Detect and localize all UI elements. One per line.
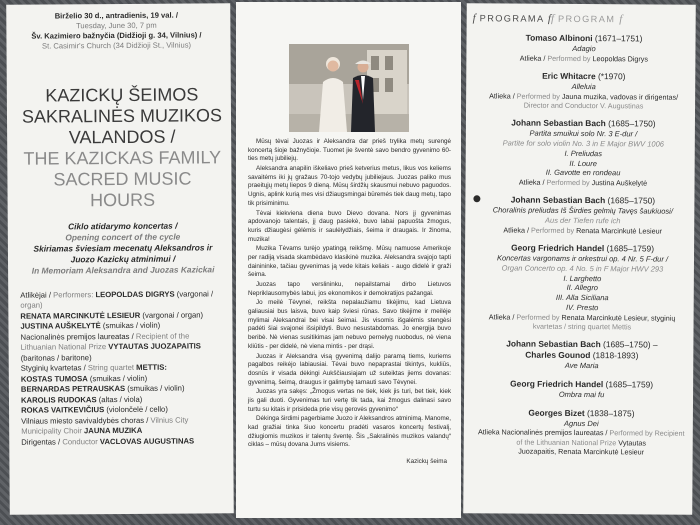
letter-paragraph: Muzika Tėvams turėjo ypatingą reikšmę. Mūsų namuose Amerikoje per radiją visada skambėdavo klasikinė muzika. Aleksandra svajojo tapti dainininke, tačiau gyvenimas ją vede kitais keliais - augo didelė ir graži šeima.: [248, 245, 451, 279]
place-en: St. Casimir's Church (34 Didžioji St., Vilnius): [41, 40, 192, 51]
opening-lt: Ciklo atidarymo koncertas /: [68, 220, 178, 232]
letter-paragraph: Aleksandra anapilin iškeliavo prieš ketverius metus, likus vos keliems savaitėms iki jų gražaus 70-tojo vedybų jubiliejaus. Juozas paliko mus praeitųjų metų liepos 9 dieną. Mūsų širdžių skausmui nebuvo paguodos. Ugnis, aplink kurią mes visi džiaugsmingai būremės tiek daug metų, tapo tik prisiminimu.: [248, 165, 451, 207]
program-item: Johann Sebastian Bach (1685–1750) – Charles Gounod (1818-1893) Ave Maria: [506, 338, 658, 371]
performer-line: ROKAS VAITKEVIČIUS (violončelė / cello): [21, 404, 168, 415]
title-lt-3: VALANDOS /: [68, 126, 176, 148]
performer-line: KOSTAS TUMOSA (smuikas / violin): [20, 373, 148, 384]
letter-paragraph: Jo meilė Tėvynei, reikšta nepalaužiamu tikėjimu, kad Lietuva galiausiai bus laisva, buvo kaip šviesi rūnas. Savo tikėjime ir meilėje mylimai Aleksandrai bei visai šeimai. Jis visomis išgalėmis stengėsi padėti šiai svajonei išsipildyti. Buvo nesustabdomas. Jo energija buvo beribė. Nė vienas susitikimas jam nebuvo pernelyg nuobodus, nė viena kliūtis - per didelė, nė viena mintis - per drąsi.: [248, 299, 451, 350]
letter-paragraph: Mūsų tėvai Juozas ir Aleksandra dar prieš trylika metų surengė koncertą šioje bažnyčioje. Tuomet jie šventė savo bendro gyvenimo 60-ties metų jubiliejų.: [248, 138, 451, 163]
opening-dedication: [24, 221, 222, 277]
title-en-2: SACRED MUSIC HOURS: [53, 168, 192, 211]
letter-signature: Kazickų šeima: [406, 458, 447, 466]
performer-line: JUSTINA AUŠKELYTĖ (smuikas / violin): [20, 321, 161, 332]
title-lt-1: KAZICKŲ ŠEIMOS: [45, 84, 199, 106]
program-panel: [463, 3, 696, 515]
program-item: Georges Bizet (1838–1875) Agnus Dei Atlieka Nacionalinės premijos laureatas / Performed by Recipient of the Lithuanian National Prize Vytautas Juozapaitis, Renata Marcinkutė Lesieur: [477, 407, 685, 457]
program-heading: f PROGRAMA ff PROGRAM f: [472, 12, 623, 26]
performer-line: Nacionalinės premijos laureatas / Recipient of the Lithuanian National Prize VYTAUTAS JUOZAPAITIS: [20, 331, 201, 352]
performer-line: (baritonas / baritone): [20, 352, 92, 363]
performers-list: [20, 289, 225, 447]
letter-paragraph: Tėvai kiekviena diena buvo Dievo dovana. Nors jį gyvenimas apdovanojo talentais, jį daug pasiekė, buvo labai papuošta žmogus, kuris džiaugėsi gėlėmis ir saulėlydžiais, šeima ir draugais. Ir žinoma, muzika!: [248, 209, 451, 243]
letter-panel: [236, 2, 461, 518]
program-item: Johann Sebastian Bach (1685–1750) Choralinis preliudas Iš Širdies gelmių Tavęs šaukiuosi/ Aus der Tiefen rufe ich Atlieka / Performed by Renata Marcinkutė Lesieur: [492, 194, 673, 236]
performer-line: Atlikėjai / Performers: LEOPOLDAS DIGRYS (vargonai / organ): [20, 289, 214, 311]
performer-line: KAROLIS RUDOKAS (altas / viola): [20, 394, 143, 405]
letter-paragraph: Juozas yra sakęs: „Žmogus vertas ne tiek, kiek jis turi, bet tiek, kiek jis gali duoti. Gyvenimas turi vertę tik tada, kai žmogus dalinasi savo turtu su kitais ir prisideda prie visų gerovės gyvenimo“: [248, 388, 451, 413]
performer-line: Dirigentas / Conductor VACLOVAS AUGUSTINAS: [21, 436, 195, 447]
letter-paragraph: Juozas tapo verslininku, nepailstamai dirbo Lietuvos Nepriklausomybės labui, jos ekonomikos ir demokratijos pažangai.: [248, 281, 451, 297]
opening-en: Opening concert of the cycle: [65, 231, 181, 243]
dedication-lt: Skiriamas šviesiam mecenatų Aleksandros ir Juozo Kazickų atminimui /: [33, 242, 213, 265]
staple-hole: [473, 195, 480, 202]
performer-line: RENATA MARCINKUTĖ LESIEUR (vargonai / organ): [20, 310, 204, 321]
letter-paragraph: Dėkinga širdimi pagerbiame Juozo ir Aleksandros atminimą. Manome, kad gražiai tinka šiuo koncertu pradėti vasaros koncertų festivalį, džiugiomis muzikos ir talentų šventę. Šis „Sakralinės muzikos valandų“ ciklas – mūsų dovana Jums visiems.: [248, 415, 451, 449]
date-lt: Birželio 30 d., antradienis, 19 val. /: [54, 10, 178, 21]
program-item: Johann Sebastian Bach (1685–1750) Partita smuikui solo Nr. 3 E-dur / Partite for solo violin No. 3 in E Major BWV 1006 I. Preliudas II. Loure II. Gavotte en rondeau Atlieka / Performed by Justina Auškelytė: [502, 117, 664, 188]
cover-panel: [6, 3, 234, 515]
performer-line: Vilniaus miesto savivaldybės choras / Vilnius City Municipality Choir JAUNA MUZIKA: [21, 415, 189, 436]
performer-line: Styginių kvartetas / String quartet METTIS:: [20, 362, 167, 373]
program-item: Tomaso Albinoni (1671–1751) Adagio Atlieka / Performed by Leopoldas Digrys: [519, 32, 649, 64]
place-lt: Šv. Kazimiero bažnyčia (Didžioji g. 34, Vilnius) /: [31, 30, 202, 41]
letter-paragraph: Juozas ir Aleksandra visą gyvenimą dalijo paramą tiems, kuriems pagalbos reikėjo labiausiai. Tėvai buvo nepaprastai tikintys, kukliūs, dosnūs ir visada dėkingi Aukščiausiajam už suteiktas jiems dovanas: gyvenimą, šeimą, draugus ir galimybę tarnauti savo Tėvynei.: [248, 352, 451, 386]
dedication-en: In Memoriam Aleksandra and Juozas Kazickai: [31, 264, 215, 276]
title-lt-2: SAKRALINĖS MUZIKOS: [21, 105, 223, 127]
venue-info: [6, 10, 230, 52]
program-item: Eric Whitacre (*1970) Alleluia Atlieka / Performed by Jauna muzika, vadovas ir dirigentas/ Director and Conductor V. Augustinas: [489, 70, 679, 111]
couple-photo: [289, 44, 409, 132]
program-item: Georg Friedrich Handel (1685–1759) Koncertas vargonams ir orkestrui op. 4 Nr. 5 F-dur / Organ Concerto op. 4 No. 5 in F Major HWV 293 I. Larghetto II. Allegro III. Alla Siciliana IV. Presto Atlieka / Performed by Renata Marcinkutė Lesieur, styginių kvartetas / string quartet Mettis: [488, 242, 676, 332]
concert-title: [21, 84, 224, 212]
program-item: Georg Friedrich Handel (1685–1759) Ombra mai fu: [510, 378, 654, 400]
date-en: Tuesday, June 30, 7 pm: [76, 20, 157, 31]
performer-line: BERNARDAS PETRAUSKAS (smuikas / violin): [20, 383, 185, 394]
title-en-1: THE KAZICKAS FAMILY: [23, 147, 222, 169]
family-letter: [248, 138, 451, 450]
